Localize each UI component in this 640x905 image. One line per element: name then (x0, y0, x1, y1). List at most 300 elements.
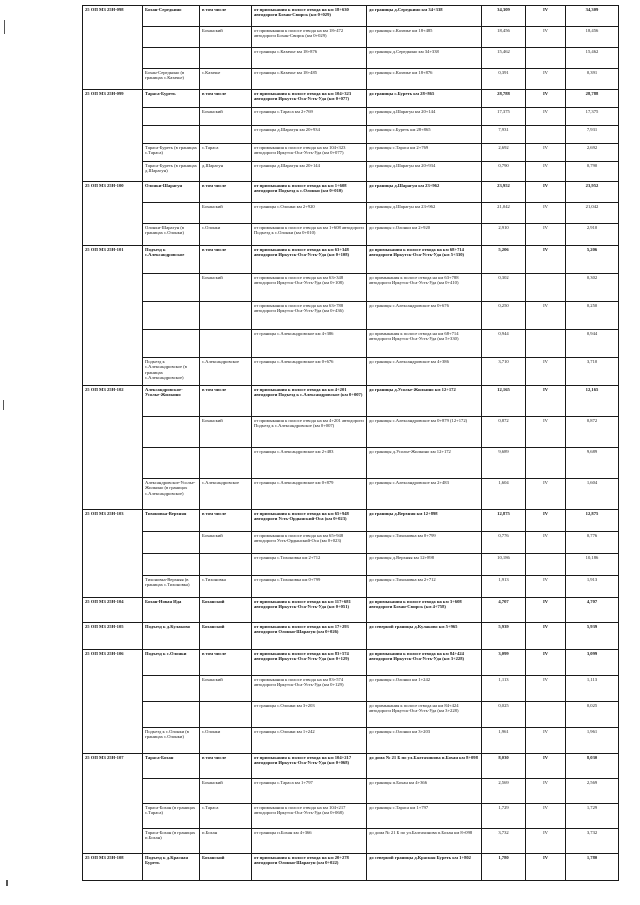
table-row (83, 69, 619, 90)
road-category: IV (526, 576, 566, 598)
road-section: в том числе (200, 754, 252, 779)
table-row (83, 203, 619, 224)
segment-start: от примыкания к полосе отвода на км 17+293 автодороги Олонки-Шарагун (км 0+026) (252, 623, 367, 650)
segment-start: от границы с.Александровское км 2+483 (252, 448, 367, 479)
table-row (83, 448, 619, 479)
road-section: с.Тараса (200, 144, 252, 162)
road-name (143, 532, 200, 554)
segment-length: 0,944 (482, 330, 526, 358)
road-name: Тараса-Буреть (в границах с.Тараса) (143, 144, 200, 162)
road-name: Подъезд к с.Олонки (в границах с.Олонки) (143, 728, 200, 754)
segment-length: 8,030 (482, 754, 526, 779)
table-row (83, 598, 619, 623)
table-row (83, 108, 619, 126)
segment-start: от границы п.Бохан км 4+366 (252, 829, 367, 854)
segment-total: 3,732 (566, 829, 619, 854)
segment-end: до северной границы д.Кулаково км 5+965 (367, 623, 482, 650)
road-section (200, 330, 252, 358)
segment-length: 10,186 (482, 554, 526, 576)
road-section: в том числе (200, 90, 252, 108)
table-row (83, 854, 619, 881)
road-section: д.Шарагун (200, 162, 252, 182)
road-section: п.Бохан (200, 829, 252, 854)
road-section: в том числе (200, 386, 252, 417)
road-section: в том числе (200, 182, 252, 203)
segment-end: до границы д.Шарагун км 23+962 (367, 182, 482, 203)
segment-length: 0,250 (482, 302, 526, 330)
segment-length: 15,462 (482, 48, 526, 69)
segment-start: от границы с.Тихоновка км 2+712 (252, 554, 367, 576)
segment-total: 0,790 (566, 162, 619, 182)
road-id-code: 25 ОП МЗ 25Н-099 (83, 90, 143, 182)
road-name (143, 48, 200, 69)
road-name (143, 302, 200, 330)
segment-end: до примыкания к полосе отвода на км 84+424 автодороги Иркутск-Оса-Усть-Уда (км 3+228) (367, 702, 482, 728)
road-category (526, 48, 566, 69)
road-category: IV (526, 6, 566, 27)
segment-start: от границы с.Олонки км 1+242 (252, 728, 367, 754)
segment-length: 21,042 (482, 203, 526, 224)
segment-length: 2,910 (482, 224, 526, 246)
segment-end: до границы д.Шарагун км 20+144 (367, 108, 482, 126)
segment-end: до границы д.Усолье-Жилкино км 12+172 (367, 386, 482, 417)
road-category: IV (526, 302, 566, 330)
segment-start: от примыкания к полосе отвода на км 20+278 автодороги Олонки-Шарагун (км 0+022) (252, 854, 367, 881)
table-row (83, 274, 619, 302)
segment-start: от границы д.Шарагун км 20+144 (252, 162, 367, 182)
table-row (83, 182, 619, 203)
segment-total: 1,913 (566, 576, 619, 598)
segment-total: 12,875 (566, 510, 619, 532)
road-section: Боханский (200, 532, 252, 554)
road-section: Боханский (200, 598, 252, 623)
road-section (200, 554, 252, 576)
segment-length: 0,302 (482, 274, 526, 302)
road-category: IV (526, 108, 566, 126)
segment-end: до примыкания к полосе отвода на км 68+714 автодороги Иркутск-Оса-Усть-Уда (км 5+330) (367, 330, 482, 358)
segment-end: до границы д.Середкино км 34+338 (367, 48, 482, 69)
segment-length: 0,391 (482, 69, 526, 90)
road-section: с.Александровское (200, 358, 252, 386)
road-section (200, 702, 252, 728)
road-category: IV (526, 69, 566, 90)
segment-length: 3,099 (482, 650, 526, 676)
road-section (200, 302, 252, 330)
segment-total: 0,250 (566, 302, 619, 330)
road-name: Тараса-Буреть (в границах д.Шарагун) (143, 162, 200, 182)
segment-total: 18,456 (566, 27, 619, 48)
road-category: IV (526, 358, 566, 386)
road-name (143, 554, 200, 576)
road-category: IV (526, 676, 566, 702)
road-section (200, 126, 252, 144)
segment-start: от границы с.Тараса км 1+797 (252, 779, 367, 804)
segment-start: от примыкания к полосе отвода на км 63+788 автодороги Иркутск-Оса-Усть-Уда (км 0+436) (252, 302, 367, 330)
segment-end: до границы п.Бохан км 4+366 (367, 779, 482, 804)
road-category: IV (526, 386, 566, 417)
road-name: Бохан-Середкино (143, 6, 200, 27)
road-category: IV (526, 27, 566, 48)
segment-total: 0,872 (566, 417, 619, 448)
segment-start: от границы с.Тараса км 2+769 (252, 108, 367, 126)
road-category: IV (526, 650, 566, 676)
road-section: с.Олонки (200, 224, 252, 246)
road-category: IV (526, 754, 566, 779)
table-row (83, 417, 619, 448)
road-category: IV (526, 598, 566, 623)
road-name: Бохан-Новая Ида (143, 598, 200, 623)
table-row (83, 532, 619, 554)
table-row (83, 224, 619, 246)
segment-total: 7,931 (566, 126, 619, 144)
segment-length: 0,872 (482, 417, 526, 448)
segment-total: 3,099 (566, 650, 619, 676)
road-section (200, 448, 252, 479)
road-category: IV (526, 829, 566, 854)
road-id-code: 25 ОП МЗ 25Н-106 (83, 650, 143, 754)
road-category: IV (526, 90, 566, 108)
segment-total: 0,302 (566, 274, 619, 302)
road-name: Подъезд к д.Кулаково (143, 623, 200, 650)
road-id-code: 25 ОП МЗ 25Н-107 (83, 754, 143, 854)
segment-length: 23,952 (482, 182, 526, 203)
road-section (200, 48, 252, 69)
segment-start: от примыкания к полосе отвода на км 18+472 автодороги Бохан-Свирск (км 0+029) (252, 27, 367, 48)
segment-start: от примыкания к полосе отвода на км 117+681 автодороги Иркутск-Оса-Усть-Уда (км 0+051) (252, 598, 367, 623)
road-section: в том числе (200, 510, 252, 532)
segment-start: от границы с.Александровское км 0+879 (252, 479, 367, 510)
road-id-code: 25 ОП МЗ 25Н-101 (83, 246, 143, 386)
road-section: в том числе (200, 246, 252, 274)
segment-total: 9,689 (566, 448, 619, 479)
segment-end: до границы д.Шарагун км 20+934 (367, 162, 482, 182)
table-row (83, 302, 619, 330)
segment-total: 10,186 (566, 554, 619, 576)
road-section: с.Олонки (200, 728, 252, 754)
segment-end: до границы с.Александровское км 0+879 (12+172) (367, 417, 482, 448)
road-category: IV (526, 854, 566, 881)
segment-length: 3,710 (482, 358, 526, 386)
roads-table (82, 5, 619, 881)
scan-edge-mark (6, 880, 8, 886)
table-row (83, 90, 619, 108)
segment-start: от границы с.Александровское км 0+676 (252, 358, 367, 386)
segment-end: до примыкания к полосе отвода на км 84+424 автодороги Иркутск-Оса-Усть-Уда (км 3+228) (367, 650, 482, 676)
segment-end: до границы д.Шарагун км 23+962 (367, 203, 482, 224)
segment-start: от примыкания к полосе отвода на км 104+323 автодороги Иркутск-Оса-Усть-Уда (км 0+077) (252, 144, 367, 162)
segment-end: до дома № 21 Б по ул.Балтахинова п.Бохан км 8+098 (367, 754, 482, 779)
segment-end: до границы с.Тараса км 2+769 (367, 144, 482, 162)
road-name: Александровское-Усолье-Жилкино (в границах с.Александровское) (143, 479, 200, 510)
segment-start: от границы с.Тихоновка км 0+799 (252, 576, 367, 598)
road-name: Александровское-Усолье-Жилкино (143, 386, 200, 417)
road-name (143, 203, 200, 224)
road-name: Тихоновка-Верхняя (143, 510, 200, 532)
table-row (83, 510, 619, 532)
segment-start: от примыкания к полосе отвода на км 1+608 автодороги Подъезд к с.Олонки (км 0+010) (252, 224, 367, 246)
road-id-code: 25 ОП МЗ 25Н-098 (83, 6, 143, 90)
segment-start: от примыкания к полосе отвода на км 4+201 автодороги Подъезд к с.Александровское (км 0+007) (252, 386, 367, 417)
table-row (83, 358, 619, 386)
road-category (526, 274, 566, 302)
road-name (143, 676, 200, 702)
segment-end: до границы с.Александровское км 2+483 (367, 479, 482, 510)
scan-edge-mark (4, 20, 5, 34)
table-row (83, 48, 619, 69)
segment-length: 18,456 (482, 27, 526, 48)
road-name (143, 27, 200, 48)
table-row (83, 144, 619, 162)
segment-total: 2,692 (566, 144, 619, 162)
road-category: IV (526, 479, 566, 510)
segment-length: 1,780 (482, 854, 526, 881)
segment-length: 5,939 (482, 623, 526, 650)
segment-total: 1,780 (566, 854, 619, 881)
road-category: IV (526, 203, 566, 224)
road-category: IV (526, 224, 566, 246)
road-category: IV (526, 804, 566, 829)
table-row (83, 554, 619, 576)
road-name: Тихоновка-Верхняя (в границах с.Тихоновка) (143, 576, 200, 598)
segment-length: 0,776 (482, 532, 526, 554)
segment-end: до границы с.Олонки км 3+203 (367, 728, 482, 754)
table-row (83, 779, 619, 804)
table-row (83, 676, 619, 702)
segment-end: до примыкания к полосе отвода на км 3+608 автодороги Бохан-Свирск (км 4+758) (367, 598, 482, 623)
road-category (526, 554, 566, 576)
table-row (83, 650, 619, 676)
segment-length: 12,875 (482, 510, 526, 532)
segment-length: 4,707 (482, 598, 526, 623)
road-category: IV (526, 779, 566, 804)
road-section: в том числе (200, 6, 252, 27)
segment-end: до границы с.Буреть км 28+865 (367, 90, 482, 108)
road-section: в том числе (200, 650, 252, 676)
road-section: Боханский (200, 108, 252, 126)
segment-end: до границы с.Тараса км 1+797 (367, 804, 482, 829)
segment-length: 28,788 (482, 90, 526, 108)
segment-end: до границы с.Александровское км 0+676 (367, 302, 482, 330)
table-row (83, 754, 619, 779)
segment-length: 1,604 (482, 479, 526, 510)
segment-start: от примыкания к полосе отвода на км 63+348 автодороги Иркутск-Оса-Усть-Уда (км 0+108) (252, 246, 367, 274)
road-category (526, 702, 566, 728)
road-name: Подъезд к с.Олонки (143, 650, 200, 676)
road-category: IV (526, 246, 566, 274)
road-name: Тараса-Бохан (в границах п.Бохан) (143, 829, 200, 854)
road-section: с.Тихоновка (200, 576, 252, 598)
segment-end: до границы с.Александровское км 4+386 (367, 358, 482, 386)
segment-end: до границы с.Казачье км 18+485 (367, 27, 482, 48)
segment-length: 5,206 (482, 246, 526, 274)
segment-length: 1,913 (482, 576, 526, 598)
road-category (526, 330, 566, 358)
road-name: Тараса-Бохан (в границах с.Тараса) (143, 804, 200, 829)
segment-total: 4,707 (566, 598, 619, 623)
road-name: Тараса-Бохан (143, 754, 200, 779)
segment-start: от примыкания к полосе отвода на км 65+948 автодороги Усть-Ордынский-Оса (км 0+023) (252, 510, 367, 532)
road-name (143, 126, 200, 144)
segment-end: до границы с.Тихоновка км 0+799 (367, 532, 482, 554)
road-id-code: 25 ОП МЗ 25Н-103 (83, 510, 143, 598)
table-row (83, 623, 619, 650)
segment-total: 2,569 (566, 779, 619, 804)
segment-total: 17,375 (566, 108, 619, 126)
road-id-code: 25 ОП МЗ 25Н-104 (83, 598, 143, 623)
table-row (83, 27, 619, 48)
road-category: IV (526, 510, 566, 532)
road-name: Олонки-Шарагун (в границах с.Олонки) (143, 224, 200, 246)
road-name: Подъезд к с.Александровское (в границах с.Александровское) (143, 358, 200, 386)
table-row (83, 804, 619, 829)
road-category: IV (526, 144, 566, 162)
road-category (526, 126, 566, 144)
road-name: Подъезд к д.Красная Буреть (143, 854, 200, 881)
road-name: Бохан-Середкино (в границах с.Казачье) (143, 69, 200, 90)
segment-length: 12,165 (482, 386, 526, 417)
road-name (143, 274, 200, 302)
segment-start: от примыкания к полосе отвода на км 104+323 автодороги Иркутск-Оса-Усть-Уда (км 0+077) (252, 90, 367, 108)
segment-length: 9,689 (482, 448, 526, 479)
segment-end: до дома № 21 Б по ул.Балтахинова п.Бохан км 8+098 (367, 829, 482, 854)
segment-start: от примыкания к полосе отвода на км 18+630 автодороги Бохан-Свирск (км 0+029) (252, 6, 367, 27)
segment-start: от границы д.Шарагун км 20+934 (252, 126, 367, 144)
segment-start: от границы с.Олонки км 3+203 (252, 702, 367, 728)
road-section: Боханский (200, 203, 252, 224)
segment-total: 1,604 (566, 479, 619, 510)
road-section: Боханский (200, 623, 252, 650)
road-category: IV (526, 623, 566, 650)
segment-length: 1,961 (482, 728, 526, 754)
segment-total: 2,910 (566, 224, 619, 246)
road-name (143, 779, 200, 804)
road-name (143, 330, 200, 358)
table-row (83, 162, 619, 182)
table-row (83, 126, 619, 144)
segment-length: 2,569 (482, 779, 526, 804)
segment-start: от границы с.Казачье км 18+485 (252, 69, 367, 90)
table-row (83, 246, 619, 274)
table-row (83, 6, 619, 27)
road-id-code: 25 ОП МЗ 25Н-100 (83, 182, 143, 246)
road-section: Боханский (200, 417, 252, 448)
segment-start: от примыкания к полосе отвода на км 83+574 автодороги Иркутск-Оса-Усть-Уда (км 0+129) (252, 650, 367, 676)
segment-start: от границы с.Казачье км 18+876 (252, 48, 367, 69)
table-row (83, 386, 619, 417)
road-name: Олонки-Шарагун (143, 182, 200, 203)
segment-length: 34,309 (482, 6, 526, 27)
road-id-code: 25 ОП МЗ 25Н-102 (83, 386, 143, 510)
segment-start: от примыкания к полосе отвода на км 63+348 автодороги Иркутск-Оса-Усть-Уда (км 0+108) (252, 274, 367, 302)
road-section: с.Александровское (200, 479, 252, 510)
segment-length: 2,692 (482, 144, 526, 162)
segment-start: от границы с.Александровское км 4+386 (252, 330, 367, 358)
road-name (143, 417, 200, 448)
segment-end: до границы с.Буреть км 28+865 (367, 126, 482, 144)
segment-start: от примыкания к полосе отвода на км 104+217 автодороги Иркутск-Оса-Усть-Уда (км 0+068) (252, 804, 367, 829)
segment-end: до границы д.Верхняя км 12+898 (367, 510, 482, 532)
segment-start: от примыкания к полосе отвода на км 83+574 автодороги Иркутск-Оса-Усть-Уда (км 0+129) (252, 676, 367, 702)
segment-total: 1,113 (566, 676, 619, 702)
road-section: Боханский (200, 779, 252, 804)
road-category: IV (526, 728, 566, 754)
road-name: Тараса-Буреть (143, 90, 200, 108)
segment-length: 0,025 (482, 702, 526, 728)
road-category: IV (526, 417, 566, 448)
road-category (526, 448, 566, 479)
segment-end: до границы с.Олонки км 2+920 (367, 224, 482, 246)
segment-total: 1,961 (566, 728, 619, 754)
scan-edge-mark (3, 400, 4, 410)
segment-end: до примыкания к полосе отвода на км 68+714 автодороги Иркутск-Оса-Усть-Уда (км 5+330) (367, 246, 482, 274)
segment-end: до границы д.Верхняя км 12+898 (367, 554, 482, 576)
segment-total: 1,729 (566, 804, 619, 829)
segment-end: до границы с.Олонки км 1+242 (367, 676, 482, 702)
road-id-code: 25 ОП МЗ 25Н-108 (83, 854, 143, 881)
segment-total: 12,165 (566, 386, 619, 417)
segment-length: 3,732 (482, 829, 526, 854)
road-name (143, 448, 200, 479)
segment-length: 1,729 (482, 804, 526, 829)
segment-total: 3,710 (566, 358, 619, 386)
segment-total: 15,462 (566, 48, 619, 69)
segment-length: 0,790 (482, 162, 526, 182)
table-row (83, 702, 619, 728)
segment-total: 21,042 (566, 203, 619, 224)
segment-total: 0,944 (566, 330, 619, 358)
table-row (83, 479, 619, 510)
segment-total: 8,030 (566, 754, 619, 779)
segment-length: 1,113 (482, 676, 526, 702)
segment-start: от примыкания к полосе отвода на км 104+217 автодороги Иркутск-Оса-Усть-Уда (км 0+068) (252, 754, 367, 779)
table-row (83, 829, 619, 854)
road-category: IV (526, 532, 566, 554)
segment-total: 34,309 (566, 6, 619, 27)
road-section: с.Казачье (200, 69, 252, 90)
table-row (83, 576, 619, 598)
segment-end: до границы с.Казачье км 18+876 (367, 69, 482, 90)
segment-start: от примыкания к полосе отвода на км 4+201 автодороги Подъезд к с.Александровское (км 0+007) (252, 417, 367, 448)
segment-start: от примыкания к полосе отвода на км 1+608 автодороги Подъезд к с.Олонки (км 0+010) (252, 182, 367, 203)
segment-start: от примыкания к полосе отвода на км 65+948 автодороги Усть-Ордынский-Оса (км 0+023) (252, 532, 367, 554)
table-row (83, 330, 619, 358)
segment-length: 17,375 (482, 108, 526, 126)
segment-total: 5,939 (566, 623, 619, 650)
segment-length: 7,931 (482, 126, 526, 144)
road-section: Боханский (200, 27, 252, 48)
segment-total: 5,206 (566, 246, 619, 274)
segment-total: 23,952 (566, 182, 619, 203)
road-section: Боханский (200, 676, 252, 702)
road-section: Боханский (200, 854, 252, 881)
road-name (143, 702, 200, 728)
road-section: с.Тараса (200, 804, 252, 829)
road-category: IV (526, 162, 566, 182)
segment-end: до примыкания к полосе отвода на км 63+788 автодороги Иркутск-Оса-Усть-Уда (км 0+410) (367, 274, 482, 302)
segment-total: 28,788 (566, 90, 619, 108)
road-name (143, 108, 200, 126)
road-section: Боханский (200, 274, 252, 302)
segment-end: до границы д.Середкино км 34+338 (367, 6, 482, 27)
segment-end: до северной границы д.Красная Буреть км 1+802 (367, 854, 482, 881)
segment-total: 0,776 (566, 532, 619, 554)
segment-total: 0,025 (566, 702, 619, 728)
table-row (83, 728, 619, 754)
segment-end: до границы д.Усолье-Жилкино км 12+172 (367, 448, 482, 479)
road-name: Подъезд к с.Александровское (143, 246, 200, 274)
roads-table-body (83, 6, 619, 881)
segment-total: 0,391 (566, 69, 619, 90)
